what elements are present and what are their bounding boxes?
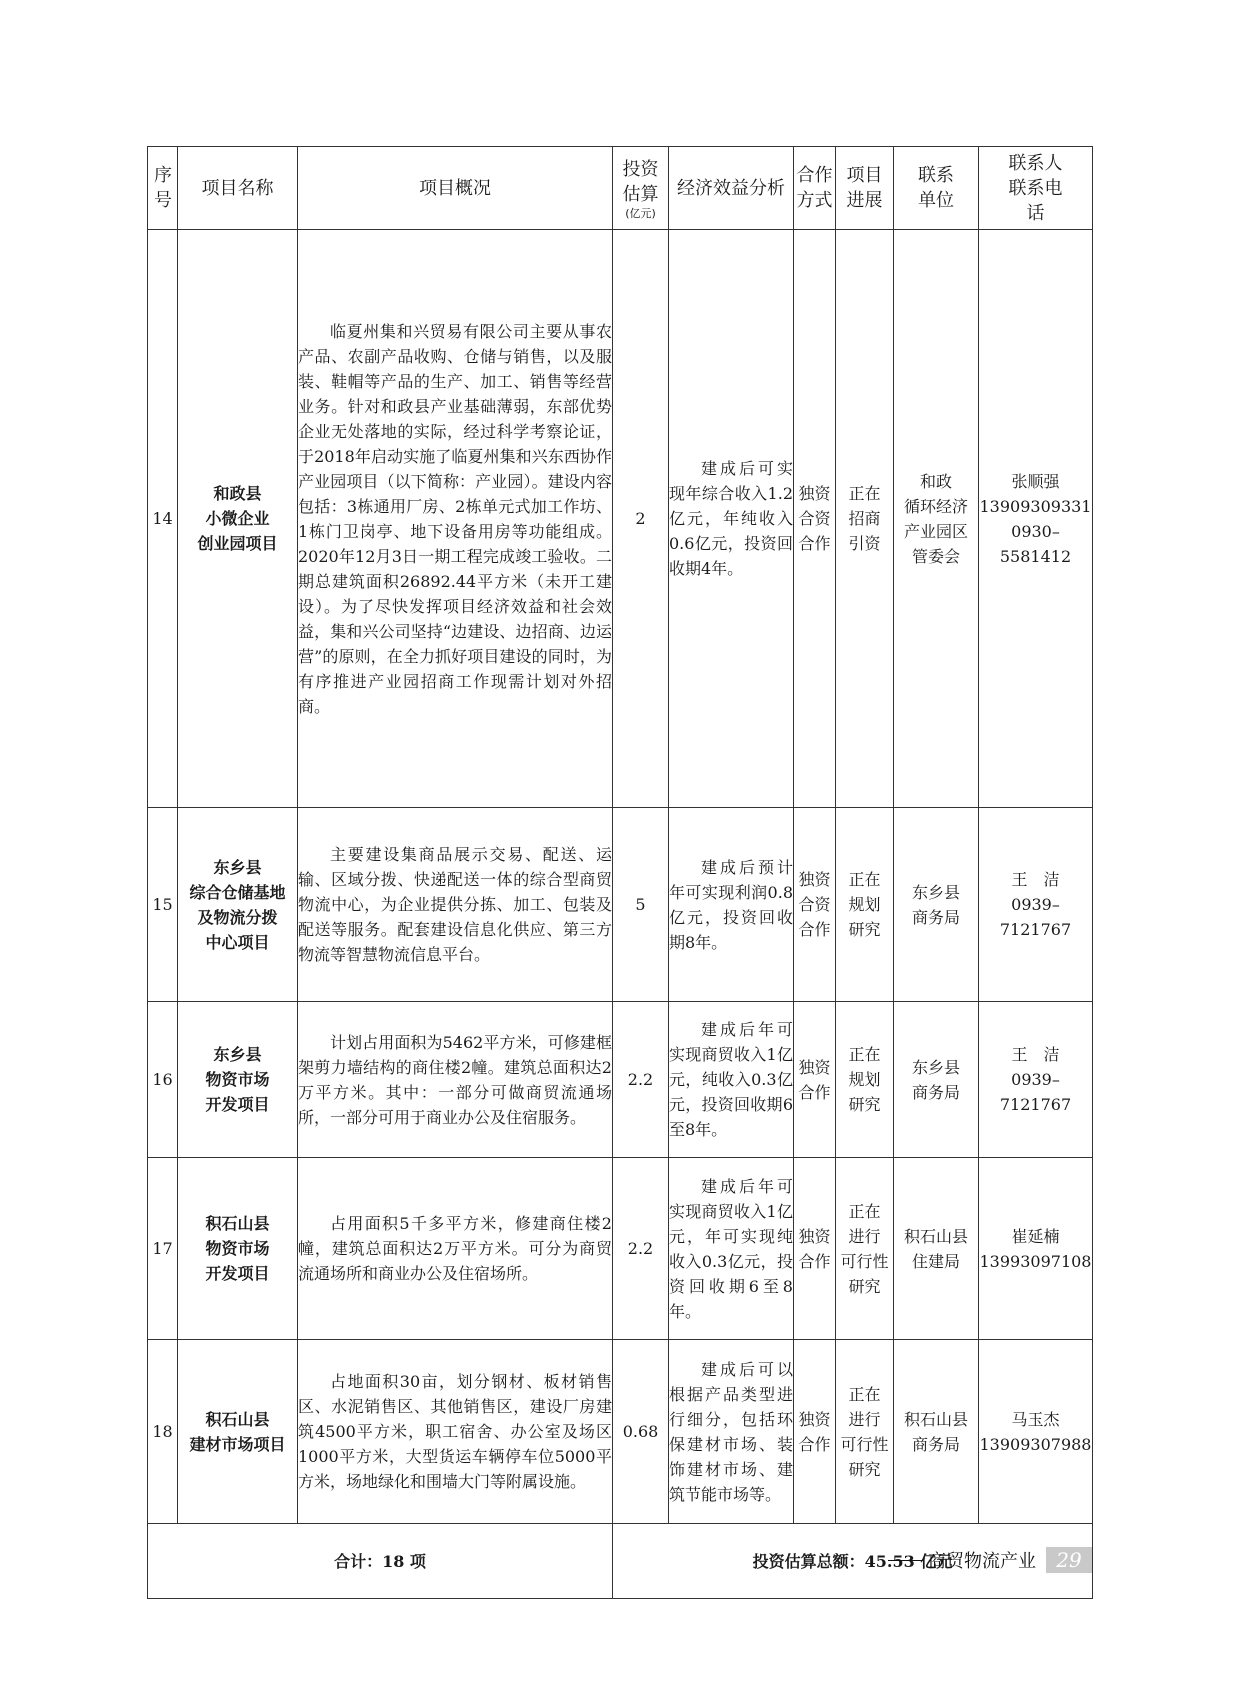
row-econ	[669, 1002, 794, 1158]
cell-line: 东乡县	[213, 1045, 262, 1064]
cell-line: 建材市场项目	[189, 1434, 286, 1454]
header-progress: 项目进展	[836, 147, 894, 230]
cell-line: 积石山县	[903, 1409, 968, 1429]
cell-line: 及物流分拨	[197, 907, 278, 927]
table-row	[148, 808, 1093, 1002]
row-seq: 18	[148, 1340, 178, 1524]
cell-line: 0930–5581412	[999, 521, 1072, 566]
row-econ-text: 建成后可实现年综合收入1.2亿元，年纯收入0.6亿元，投资回收期4年。	[669, 459, 793, 578]
cell-line: 小微企业	[205, 509, 270, 528]
cell-line: 13909307988	[979, 1434, 1092, 1454]
row-unit	[894, 1002, 979, 1158]
row-name	[178, 808, 298, 1002]
cell-line: 合资	[798, 895, 831, 914]
row-econ-text: 建成后年可实现商贸收入1亿元，纯收入0.3亿元，投资回收期6至8年。	[669, 1020, 793, 1139]
total-count: 合计：18 项	[148, 1524, 613, 1599]
header-invest-unit: (亿元)	[625, 206, 656, 220]
row-desc-text: 占用面积5千多平方米，修建商住楼2幢，建筑总面积达2万平方米。可分为商贸流通场所和商业办公及住宿场所。	[298, 1214, 612, 1283]
cell-line: 合作	[798, 1082, 831, 1102]
row-unit	[894, 1340, 979, 1524]
cell-line: 合作	[798, 534, 831, 553]
row-contact	[979, 230, 1093, 808]
row-progress	[836, 1002, 894, 1158]
cell-line: 招商	[848, 509, 881, 528]
row-unit	[894, 1158, 979, 1340]
page-number: 29	[1046, 1547, 1092, 1573]
cell-line: 独资	[798, 484, 831, 503]
cell-line: 独资	[798, 1409, 831, 1429]
cell-line: 可行性	[840, 1434, 889, 1454]
cell-line: 管委会	[911, 546, 960, 566]
header-contact: 联系人联系电话	[979, 147, 1093, 230]
cell-line: 研究	[848, 1095, 881, 1114]
row-seq: 14	[148, 230, 178, 808]
cell-line: 积石山县	[205, 1214, 270, 1233]
cell-line: 王 洁	[1011, 1045, 1060, 1064]
header-name: 项目名称	[178, 147, 298, 230]
row-desc	[298, 1158, 613, 1340]
row-desc-text: 临夏州集和兴贸易有限公司主要从事农产品、农副产品收购、仓储与销售，以及服装、鞋帽等产品的生产、加工、销售等经营业务。针对和政县产业基础薄弱，东部优势企业无处落地的实际，经过科学考察论证，于2018年启动实施了临夏州集和兴东西协作产业园项目（以下简称：产业园）。建设内容包括：3栋通用厂房、2栋单元式加工作坊、1栋门卫岗亭、地下设备用房等功能组成。2020年12月3日一期工程完成竣工验收。二期总建筑面积26892.44平方米（未开工建设）。为了尽快发挥项目经济效益和社会效益，集和兴公司坚持“边建设、边招商、边运营”的原则，在全力抓好项目建设的同时，为有序推进产业园招商工作现需计划对外招商。	[298, 321, 612, 716]
row-desc	[298, 1340, 613, 1524]
cell-line: 0939–7121767	[999, 895, 1072, 939]
row-coop	[794, 1340, 836, 1524]
row-contact	[979, 808, 1093, 1002]
row-name	[178, 1002, 298, 1158]
cell-line: 张顺强	[1011, 471, 1060, 491]
row-coop	[794, 808, 836, 1002]
row-invest: 5	[613, 808, 669, 1002]
cell-line: 独资	[798, 870, 831, 889]
table-row	[148, 1158, 1093, 1340]
cell-line: 正在	[848, 870, 881, 889]
cell-line: 0939–7121767	[999, 1070, 1072, 1114]
row-econ	[669, 1158, 794, 1340]
cell-line: 独资	[798, 1226, 831, 1246]
row-name	[178, 1340, 298, 1524]
cell-line: 和政县	[213, 484, 262, 503]
row-desc-text: 计划占用面积为5462平方米，可修建框架剪力墙结构的商住楼2幢。建筑总面积达2万平方米。其中：一部分可做商贸流通场所，一部分可用于商业办公及住宿服务。	[298, 1032, 612, 1127]
cell-line: 研究	[848, 1276, 881, 1296]
row-progress	[836, 1158, 894, 1340]
row-progress	[836, 230, 894, 808]
cell-line: 合作	[798, 920, 831, 939]
header-unit: 联系单位	[894, 147, 979, 230]
cell-line: 中心项目	[205, 932, 270, 952]
table-row	[148, 1340, 1093, 1524]
cell-line: 进行	[848, 1409, 881, 1429]
row-coop	[794, 1158, 836, 1340]
header-invest	[613, 147, 669, 230]
cell-line: 独资	[798, 1057, 831, 1077]
cell-line: 东乡县	[911, 1057, 960, 1077]
cell-line: 规划	[848, 895, 881, 914]
row-invest: 0.68	[613, 1340, 669, 1524]
cell-line: 合资	[798, 509, 831, 528]
row-econ-text: 建成后年可实现商贸收入1亿元，年可实现纯收入0.3亿元，投资回收期6至8年。	[669, 1176, 793, 1321]
row-coop	[794, 230, 836, 808]
cell-line: 商务局	[911, 1082, 960, 1102]
cell-line: 崔延楠	[1011, 1226, 1060, 1246]
row-name	[178, 230, 298, 808]
row-unit	[894, 230, 979, 808]
row-progress	[836, 1340, 894, 1524]
cell-line: 创业园项目	[197, 534, 278, 553]
row-econ-text: 建成后预计年可实现利润0.8亿元，投资回收期8年。	[669, 857, 793, 952]
page-footer	[888, 1547, 1092, 1573]
row-desc	[298, 808, 613, 1002]
cell-line: 规划	[848, 1070, 881, 1089]
cell-line: 积石山县	[205, 1409, 270, 1429]
cell-line: 住建局	[911, 1251, 960, 1271]
row-invest: 2	[613, 230, 669, 808]
cell-line: 东乡县	[911, 882, 960, 902]
cell-line: 合作	[798, 1434, 831, 1454]
cell-line: 循环经济	[903, 496, 968, 516]
cell-line: 引资	[848, 534, 881, 553]
cell-line: 商务局	[911, 1434, 960, 1454]
row-invest: 2.2	[613, 1158, 669, 1340]
cell-line: 研究	[848, 920, 881, 939]
header-invest-label: 投资估算	[622, 158, 659, 205]
table-header	[148, 147, 1093, 230]
row-desc	[298, 1002, 613, 1158]
row-econ	[669, 230, 794, 808]
header-coop: 合作方式	[794, 147, 836, 230]
row-econ	[669, 808, 794, 1002]
table-row	[148, 1002, 1093, 1158]
cell-line: 正在	[848, 1201, 881, 1221]
cell-line: 进行	[848, 1226, 881, 1246]
row-contact	[979, 1002, 1093, 1158]
cell-line: 和政	[919, 471, 952, 491]
cell-line: 研究	[848, 1459, 881, 1479]
row-contact	[979, 1158, 1093, 1340]
table-row	[148, 230, 1093, 808]
row-seq: 17	[148, 1158, 178, 1340]
cell-line: 正在	[848, 1045, 881, 1064]
cell-line: 13993097108	[979, 1251, 1092, 1271]
row-econ-text: 建成后可以根据产品类型进行细分，包括环保建材市场、装饰建材市场、建筑节能市场等。	[669, 1359, 793, 1504]
row-progress	[836, 808, 894, 1002]
row-desc-text: 占地面积30亩，划分钢材、板材销售区、水泥销售区、其他销售区，建设厂房建筑4500平方米，职工宿舍、办公室及场区1000平方米，大型货运车辆停车位5000平方米，场地绿化和围墙大门等附属设施。	[298, 1372, 612, 1491]
cell-line: 综合仓储基地	[189, 882, 286, 902]
row-desc-text: 主要建设集商品展示交易、配送、运输、区域分拨、快递配送一体的综合型商贸物流中心，为企业提供分拣、加工、包装及配送等服务。配套建设信息化供应、第三方物流等智慧物流信息平台。	[298, 845, 612, 964]
footer-dash	[888, 1560, 922, 1561]
row-name	[178, 1158, 298, 1340]
cell-line: 产业园区	[903, 521, 968, 541]
projects-table	[147, 146, 1093, 1599]
cell-line: 合作	[798, 1251, 831, 1271]
row-coop	[794, 1002, 836, 1158]
row-seq: 16	[148, 1002, 178, 1158]
cell-line: 积石山县	[903, 1226, 968, 1246]
cell-line: 物资市场	[205, 1239, 270, 1258]
header-econ: 经济效益分析	[669, 147, 794, 230]
row-econ	[669, 1340, 794, 1524]
cell-line: 东乡县	[213, 857, 262, 877]
footer-section: 商贸物流产业	[928, 1551, 1036, 1572]
row-seq: 15	[148, 808, 178, 1002]
row-invest: 2.2	[613, 1002, 669, 1158]
cell-line: 物资市场	[205, 1070, 270, 1089]
cell-line: 正在	[848, 1384, 881, 1404]
row-desc	[298, 230, 613, 808]
cell-line: 开发项目	[205, 1095, 270, 1114]
cell-line: 可行性	[840, 1251, 889, 1271]
cell-line: 商务局	[911, 907, 960, 927]
header-desc: 项目概况	[298, 147, 613, 230]
row-contact	[979, 1340, 1093, 1524]
total-sum: 投资估算总额：45.53 亿元	[613, 1524, 1093, 1599]
header-seq: 序号	[148, 147, 178, 230]
cell-line: 开发项目	[205, 1264, 270, 1283]
cell-line: 13909309331	[979, 496, 1092, 516]
row-unit	[894, 808, 979, 1002]
cell-line: 马玉杰	[1011, 1409, 1060, 1429]
cell-line: 正在	[848, 484, 881, 503]
cell-line: 王 洁	[1011, 870, 1060, 889]
